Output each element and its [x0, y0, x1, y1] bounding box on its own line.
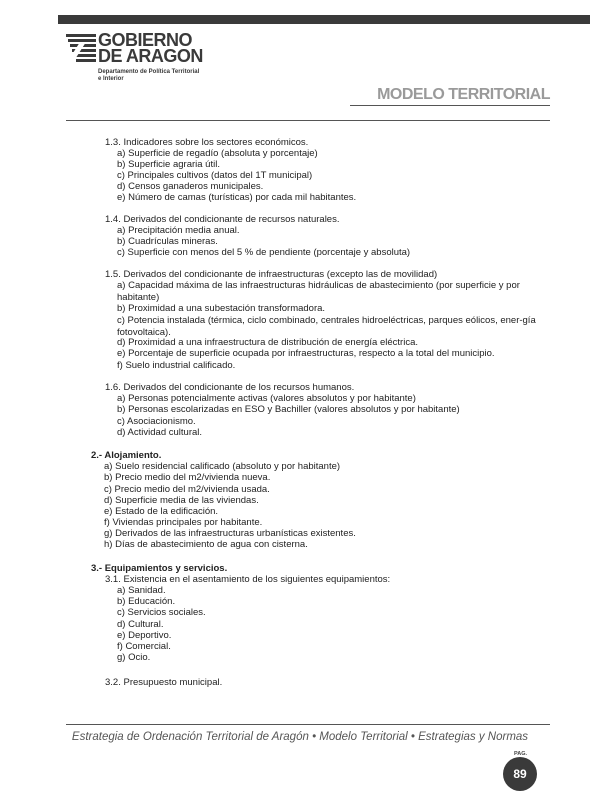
section-1-3-title: 1.3. Indicadores sobre los sectores económicos.: [105, 137, 309, 148]
list-item: d) Censos ganaderos municipales.: [117, 181, 264, 192]
footer-text: Estrategia de Ordenación Territorial de Aragón • Modelo Territorial • Estrategias y Normas: [71, 731, 529, 743]
logo-title-line1: GOBIERNO: [98, 30, 193, 50]
list-item: h) Días de abastecimiento de agua con cisterna.: [104, 539, 308, 550]
section-1-5-title: 1.5. Derivados del condicionante de infraestructuras (excepto las de movilidad): [105, 269, 438, 280]
list-item: g) Ocio.: [117, 652, 151, 663]
list-item: e) Número de camas (turísticas) por cada mil habitantes.: [117, 192, 357, 203]
list-item: a) Superficie de regadío (absoluta y porcentaje): [117, 148, 318, 159]
list-item: c) Asociacionismo.: [117, 416, 196, 427]
list-item: b) Educación.: [117, 596, 176, 607]
list-item: b) Cuadrículas mineras.: [117, 236, 218, 247]
list-item: e) Estado de la edificación.: [104, 506, 219, 517]
list-item: c) Servicios sociales.: [117, 607, 206, 618]
list-item: c) Principales cultivos (datos del 1T municipal): [117, 170, 313, 181]
list-item: a) Precipitación media anual.: [117, 225, 240, 236]
section-2-title: 2.- Alojamiento.: [91, 450, 162, 461]
page-label: PAG.: [514, 751, 528, 757]
list-item: f) Viviendas principales por habitante.: [104, 517, 263, 528]
government-logo: [66, 32, 266, 100]
list-item: c) Superficie con menos del 5 % de pendiente (porcentaje y absoluta): [117, 247, 411, 258]
list-item: d) Superficie media de las viviendas.: [104, 495, 259, 506]
logo-title-line2: DE ARAGON: [98, 46, 203, 66]
section-title: MODELO TERRITORIAL: [377, 86, 550, 103]
list-item: c) Potencia instalada (térmica, ciclo combinado, centrales hidroeléctricas, parques eólicos, ener-gía fotovoltaica).: [117, 315, 536, 338]
section-3-1-title: 3.1. Existencia en el asentamiento de los siguientes equipamientos:: [105, 574, 391, 585]
list-item: d) Cultural.: [117, 619, 164, 630]
section-1-6-title: 1.6. Derivados del condicionante de los recursos humanos.: [105, 382, 355, 393]
list-item: a) Personas potencialmente activas (valores absolutos y por habitante): [117, 393, 416, 404]
section-3-2-title: 3.2. Presupuesto municipal.: [105, 677, 223, 688]
department-name-line1: Departamento de Política Territorial: [98, 69, 200, 75]
list-item: g) Derivados de las infraestructuras urbanísticas existentes.: [104, 528, 356, 539]
list-item: c) Precio medio del m2/vivienda usada.: [104, 484, 270, 495]
section-3-title: 3.- Equipamientos y servicios.: [91, 563, 228, 574]
page-number-badge: 89: [503, 757, 537, 791]
list-item: b) Superficie agraria útil.: [117, 159, 220, 170]
section-1-4-title: 1.4. Derivados del condicionante de recursos naturales.: [105, 214, 340, 225]
list-item: f) Comercial.: [117, 641, 171, 652]
list-item: a) Suelo residencial calificado (absoluto y por habitante): [104, 461, 341, 472]
list-item: d) Proximidad a una infraestructura de distribución de energía eléctrica.: [117, 337, 418, 348]
list-item: d) Actividad cultural.: [117, 427, 203, 438]
top-bar: [58, 15, 590, 24]
list-item: b) Personas escolarizadas en ESO y Bachiller (valores absolutos y por habitante): [117, 404, 460, 415]
department-name-line2: e Interior: [98, 76, 124, 82]
list-item: e) Porcentaje de superficie ocupada por infraestructuras, respecto a la total del municipio.: [117, 348, 495, 359]
list-item: f) Suelo industrial calificado.: [117, 360, 236, 371]
header-rule: [66, 120, 550, 121]
list-item: b) Precio medio del m2/vivienda nueva.: [104, 472, 271, 483]
aragon-emblem-icon: [66, 34, 96, 64]
footer-rule: [66, 724, 550, 725]
list-item: a) Sanidad.: [117, 585, 166, 596]
header-rule-short: [350, 105, 550, 106]
list-item: b) Proximidad a una subestación transformadora.: [117, 303, 326, 314]
list-item: a) Capacidad máxima de las infraestructuras hidráulicas de abastecimiento (por superficie y por habitante): [117, 280, 520, 303]
list-item: e) Deportivo.: [117, 630, 172, 641]
